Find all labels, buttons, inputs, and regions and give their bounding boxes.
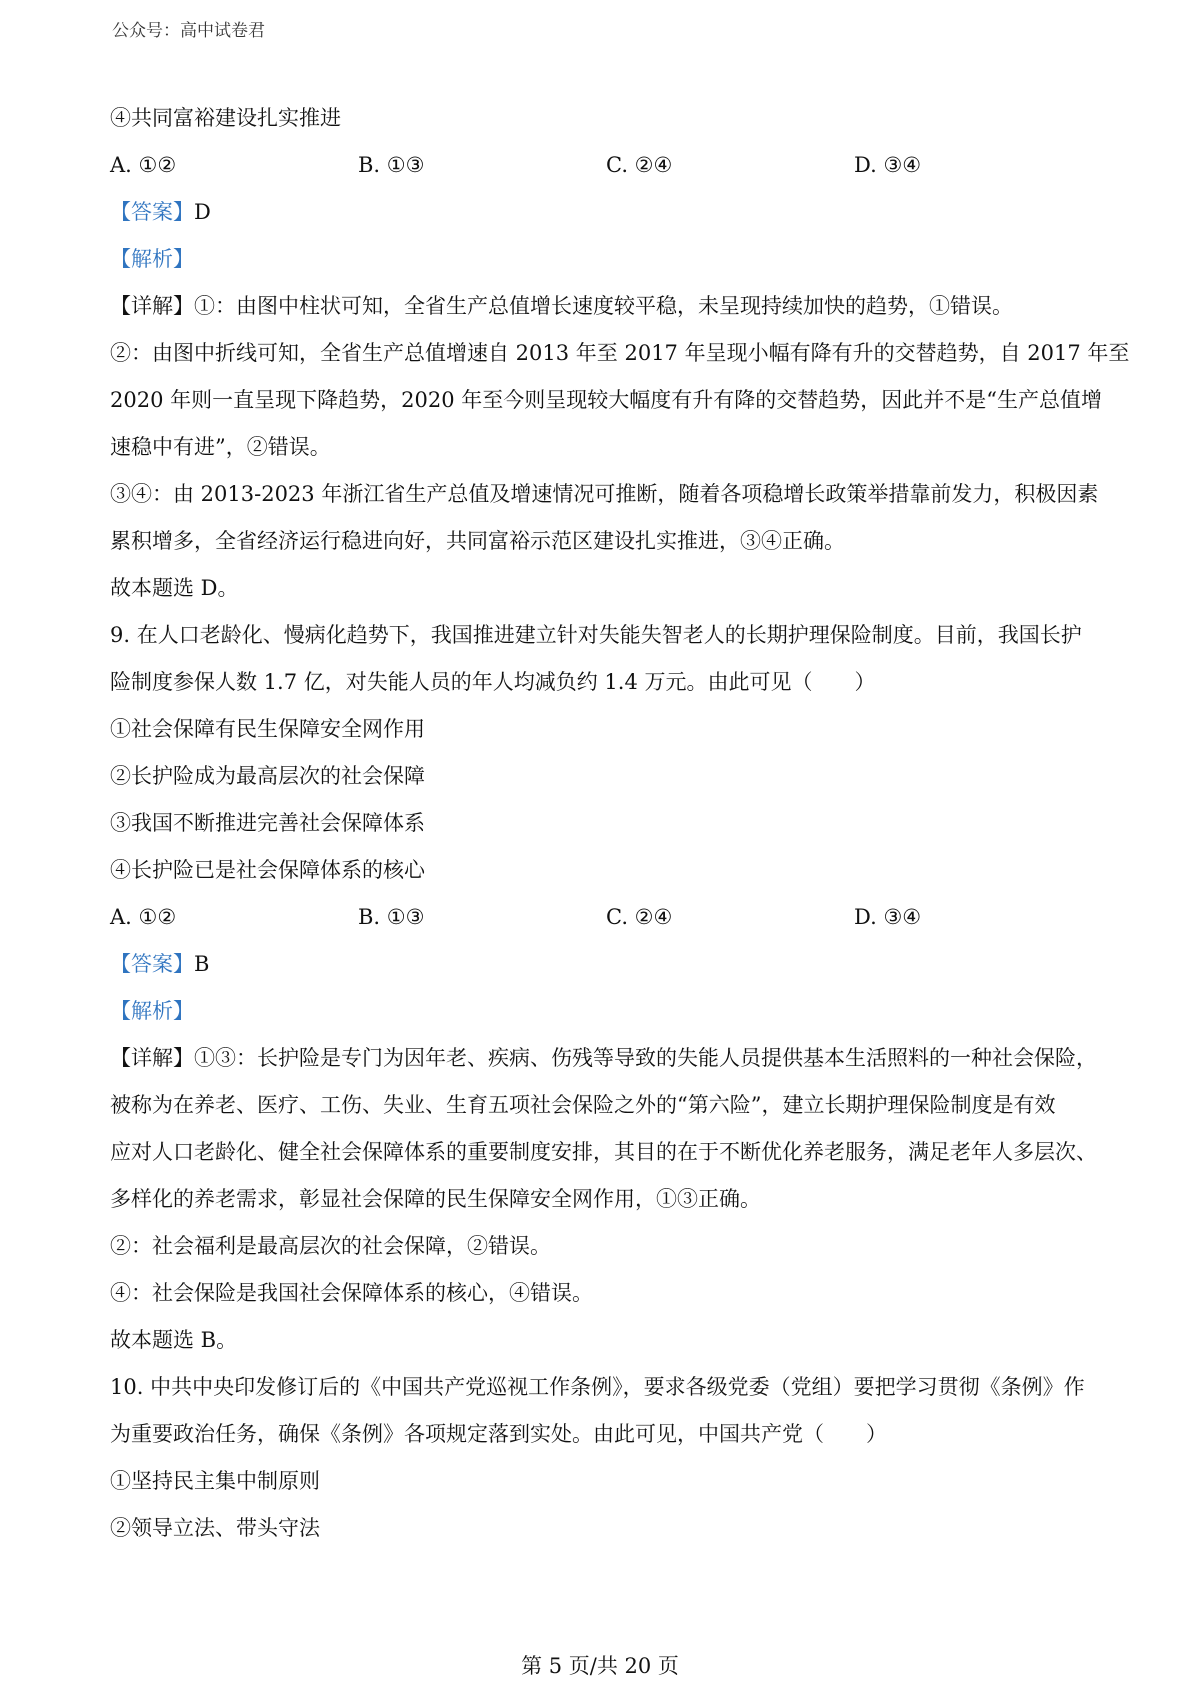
q9-item-2: ②长护险成为最高层次的社会保障 [110,764,425,788]
q8-detail-2c: 速稳中有进”，②错误。 [110,435,331,459]
detail-tag: 【详解】 [110,294,194,318]
answer-value: B [194,952,210,976]
q8-detail-3a: ③④：由 2013-2023 年浙江省生产总值及增速情况可推断，随着各项稳增长政策举措靠前发力，积极因素 [110,482,1099,506]
q8-analysis-tag [110,236,1110,283]
answer-tag: 【答案】 [110,200,194,224]
q9-item-3: ③我国不断推进完善社会保障体系 [110,811,425,835]
q9-detail-1c: 应对人口老龄化、健全社会保障体系的重要制度安排，其目的在于不断优化养老服务，满足老年人多层次、 [110,1140,1097,1164]
detail-text: ①：由图中柱状可知，全省生产总值增长速度较平稳，未呈现持续加快的趋势，①错误。 [194,294,1013,318]
q9-item-1: ①社会保障有民生保障安全网作用 [110,717,425,741]
q9-detail-2: ②：社会福利是最高层次的社会保障，②错误。 [110,1234,551,1258]
q8-options [110,142,1110,189]
q8-option-d: D. ③④ [854,153,922,177]
q9-conclusion: 故本题选 B。 [110,1328,238,1352]
q8-detail-2a: ②：由图中折线可知，全省生产总值增速自 2013 年至 2017 年呈现小幅有降有升的交替趋势，自 2017 年至 [110,341,1130,365]
q8-item-4: ④共同富裕建设扎实推进 [110,106,341,130]
q9-answer [110,941,1110,988]
q9-detail-1d: 多样化的养老需求，彰显社会保障的民生保障安全网作用，①③正确。 [110,1187,761,1211]
q9-option-d: D. ③④ [854,905,922,929]
q9-option-c: C. ②④ [606,905,673,929]
q8-detail-2b: 2020 年则一直呈现下降趋势，2020 年至今则呈现较大幅度有升有降的交替趋势，因此并不是“生产总值增 [110,388,1102,412]
q10-stem-a: 10. 中共中央印发修订后的《中国共产党巡视工作条例》，要求各级党委（党组）要把学习贯彻《条例》作 [110,1375,1085,1399]
q9-options [110,894,1110,941]
analysis-tag: 【解析】 [110,247,194,271]
q9-detail-1a [110,1035,1110,1082]
q9-item-4: ④长护险已是社会保障体系的核心 [110,858,425,882]
detail-tag: 【详解】 [110,1046,194,1070]
q8-answer [110,189,1110,236]
q10-stem-b: 为重要政治任务，确保《条例》各项规定落到实处。由此可见，中国共产党（ ） [110,1422,887,1446]
answer-tag: 【答案】 [110,952,194,976]
page-header: 公众号：高中试卷君 [112,21,265,41]
detail-text: ①③：长护险是专门为因年老、疾病、伤残等导致的失能人员提供基本生活照料的一种社会保险， [194,1046,1097,1070]
q8-option-a: A. ①② [110,153,177,177]
q10-item-2: ②领导立法、带头守法 [110,1516,320,1540]
q10-item-1: ①坚持民主集中制原则 [110,1469,320,1493]
q9-option-b: B. ①③ [358,905,425,929]
q9-stem-a: 9. 在人口老龄化、慢病化趋势下，我国推进建立针对失能失智老人的长期护理保险制度。目前，我国长护 [110,623,1082,647]
q9-analysis-tag [110,988,1110,1035]
analysis-tag: 【解析】 [110,999,194,1023]
q8-option-c: C. ②④ [606,153,673,177]
page-footer: 第 5 页/共 20 页 [521,1654,679,1678]
q8-conclusion: 故本题选 D。 [110,576,239,600]
q9-detail-3: ④：社会保险是我国社会保障体系的核心，④错误。 [110,1281,593,1305]
q8-detail-3b: 累积增多，全省经济运行稳进向好，共同富裕示范区建设扎实推进，③④正确。 [110,529,845,553]
q9-option-a: A. ①② [110,905,177,929]
q9-stem-b: 险制度参保人数 1.7 亿，对失能人员的年人均减负约 1.4 万元。由此可见（ ） [110,670,876,694]
q8-option-b: B. ①③ [358,153,425,177]
page-content [110,95,1130,1552]
q8-detail-1 [110,283,1110,330]
q9-detail-1b: 被称为在养老、医疗、工伤、失业、生育五项社会保险之外的“第六险”，建立长期护理保险制度是有效 [110,1093,1056,1117]
answer-value: D [194,200,211,224]
